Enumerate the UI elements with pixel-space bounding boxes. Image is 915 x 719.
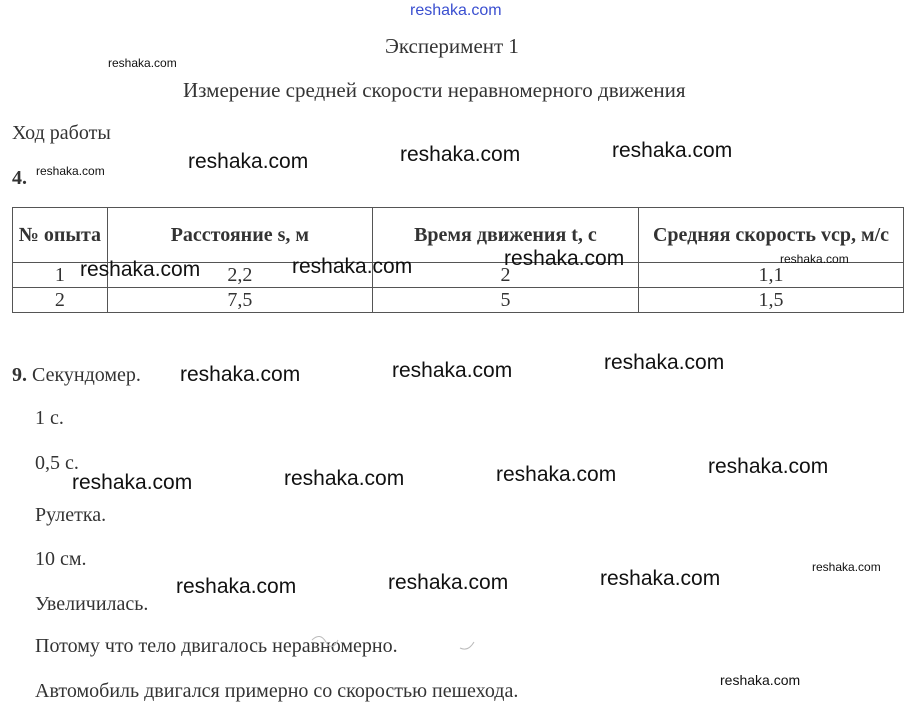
watermark: reshaka.com (180, 363, 301, 386)
table-cell: 2 (13, 288, 108, 313)
watermark: reshaka.com (72, 471, 193, 494)
watermark: reshaka.com (36, 164, 105, 178)
answer-text: Секундомер. (32, 364, 141, 386)
page-title: Эксперимент 1 (385, 34, 519, 58)
watermark: reshaka.com (284, 467, 405, 490)
answer-text: Рулетка. (35, 504, 107, 526)
watermark: reshaka.com (612, 139, 733, 162)
item-9-line-1 (12, 364, 141, 387)
page-subtitle: Измерение средней скорости неравномерного движения (183, 78, 686, 102)
header-avg-speed: Средняя скорость vср, м/с (638, 208, 903, 263)
answer-text: Увеличилась. (35, 593, 149, 615)
header-number: № опыта (13, 208, 108, 263)
table-cell: 1,5 (638, 288, 903, 313)
watermark: reshaka.com (604, 351, 725, 374)
table-cell: 5 (372, 288, 638, 313)
header-time: Время движения t, с (372, 208, 638, 263)
table-cell: 7,5 (107, 288, 372, 313)
watermark: reshaka.com (720, 672, 801, 688)
answer-text: Автомобиль двигался примерно со скоростью пешехода. (35, 680, 519, 702)
table-cell: 2,2 (107, 263, 372, 288)
answer-text: 1 с. (35, 407, 64, 429)
watermark: reshaka.com (176, 575, 297, 598)
section-heading: Ход работы (12, 122, 111, 144)
item-4-number: 4. (12, 167, 27, 189)
item-9-number: 9. (12, 364, 27, 386)
watermark: reshaka.com (708, 455, 829, 478)
watermark: reshaka.com (504, 247, 625, 270)
header-distance: Расстояние s, м (107, 208, 372, 263)
watermark-top: reshaka.com (410, 2, 502, 19)
watermark: reshaka.com (600, 567, 721, 590)
table-cell: 1,1 (638, 263, 903, 288)
watermark: reshaka.com (400, 143, 521, 166)
watermark: reshaka.com (80, 258, 201, 281)
answer-text: 10 см. (35, 548, 87, 570)
scribble-mark (310, 628, 480, 668)
table-row (13, 288, 904, 313)
table-header-row (13, 208, 904, 263)
table-cell: 2 (372, 263, 638, 288)
answer-text: Потому что тело двигалось неравномерно. (35, 635, 398, 657)
watermark: reshaka.com (188, 150, 309, 173)
table-cell: 1 (13, 263, 108, 288)
watermark: reshaka.com (496, 463, 617, 486)
answer-text: 0,5 с. (35, 452, 79, 474)
watermark: reshaka.com (780, 252, 849, 266)
watermark: reshaka.com (392, 359, 513, 382)
watermark: reshaka.com (812, 560, 881, 574)
watermark: reshaka.com (292, 255, 413, 278)
watermark: reshaka.com (108, 56, 177, 70)
watermark: reshaka.com (388, 571, 509, 594)
